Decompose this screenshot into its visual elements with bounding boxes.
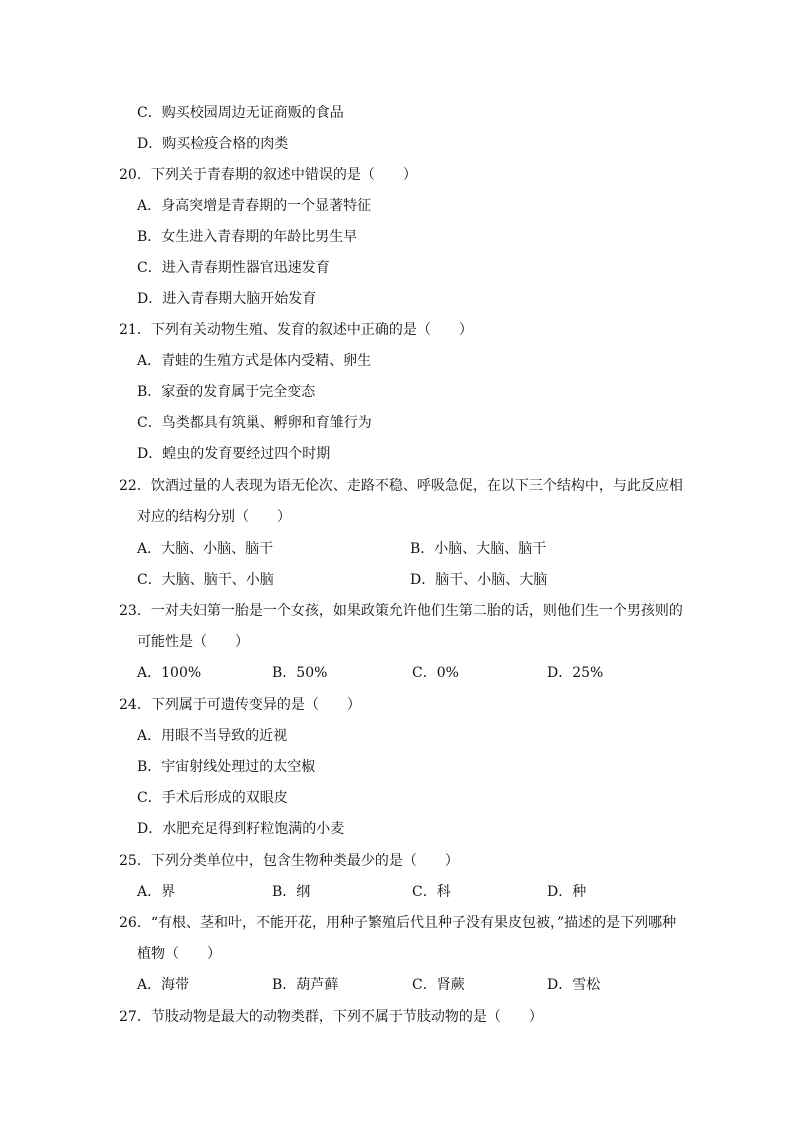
option-d: D．脑干、小脑、大脑: [410, 572, 548, 588]
option-c: C．手术后形成的双眼皮: [137, 790, 288, 806]
option-b: B．葫芦藓: [272, 977, 339, 993]
option-b: B．小脑、大脑、脑干: [410, 541, 547, 557]
option-d: D．种: [547, 884, 587, 900]
option-b: B．宇宙射线处理过的太空椒: [137, 759, 316, 775]
option-a: A．青蛙的生殖方式是体内受精、卵生: [137, 353, 372, 369]
option-d: D．水肥充足得到籽粒饱满的小麦: [137, 821, 345, 837]
question-stem-continued: 可能性是（ ）: [137, 634, 249, 650]
option-b: B．50%: [272, 665, 328, 681]
option-a: A．界: [137, 884, 176, 900]
option-b: B．女生进入青春期的年龄比男生早: [137, 229, 358, 245]
option-c: C．购买校园周边无证商贩的食品: [137, 105, 344, 121]
question-stem: 23．一对夫妇第一胎是一个女孩，如果政策允许他们生第二胎的话，则他们生一个男孩则的: [119, 603, 683, 619]
question-stem: 24．下列属于可遗传变异的是（ ）: [119, 697, 361, 713]
option-a: A．大脑、小脑、脑干: [137, 541, 274, 557]
question-stem: 22．饮酒过量的人表现为语无伦次、走路不稳、呼吸急促，在以下三个结构中，与此反应相: [119, 478, 683, 494]
option-a: A．身高突增是青春期的一个显著特征: [137, 198, 372, 214]
question-stem: 27．节肢动物是最大的动物类群，下列不属于节肢动物的是（ ）: [119, 1009, 543, 1025]
option-c: C．肾蕨: [412, 977, 465, 993]
option-d: D．购买检疫合格的肉类: [137, 136, 289, 152]
option-d: D．25%: [547, 665, 604, 681]
option-b: B．纲: [272, 884, 311, 900]
question-stem: 26．“有根、茎和叶，不能开花，用种子繁殖后代且种子没有果皮包被，”描述的是下列哪种: [119, 915, 677, 931]
option-d: D．蝗虫的发育要经过四个时期: [137, 446, 331, 462]
option-c: C．科: [412, 884, 451, 900]
option-c: C．鸟类都具有筑巢、孵卵和育雏行为: [137, 415, 372, 431]
question-stem: 21．下列有关动物生殖、发育的叙述中正确的是（ ）: [119, 322, 473, 338]
option-a: A．用眼不当导致的近视: [137, 728, 288, 744]
option-c: C．大脑、脑干、小脑: [137, 572, 274, 588]
question-stem: 25．下列分类单位中，包含生物种类最少的是（ ）: [119, 853, 459, 869]
option-a: A．100%: [137, 665, 202, 681]
option-d: D．进入青春期大脑开始发育: [137, 291, 317, 307]
option-c: C．0%: [412, 665, 459, 681]
option-b: B．家蚕的发育属于完全变态: [137, 384, 316, 400]
question-stem: 20．下列关于青春期的叙述中错误的是（ ）: [119, 167, 417, 183]
option-d: D．雪松: [547, 977, 601, 993]
option-a: A．海带: [137, 977, 190, 993]
question-stem-continued: 植物（ ）: [137, 946, 221, 962]
question-stem-continued: 对应的结构分别（ ）: [137, 509, 291, 525]
option-c: C．进入青春期性器官迅速发育: [137, 260, 330, 276]
